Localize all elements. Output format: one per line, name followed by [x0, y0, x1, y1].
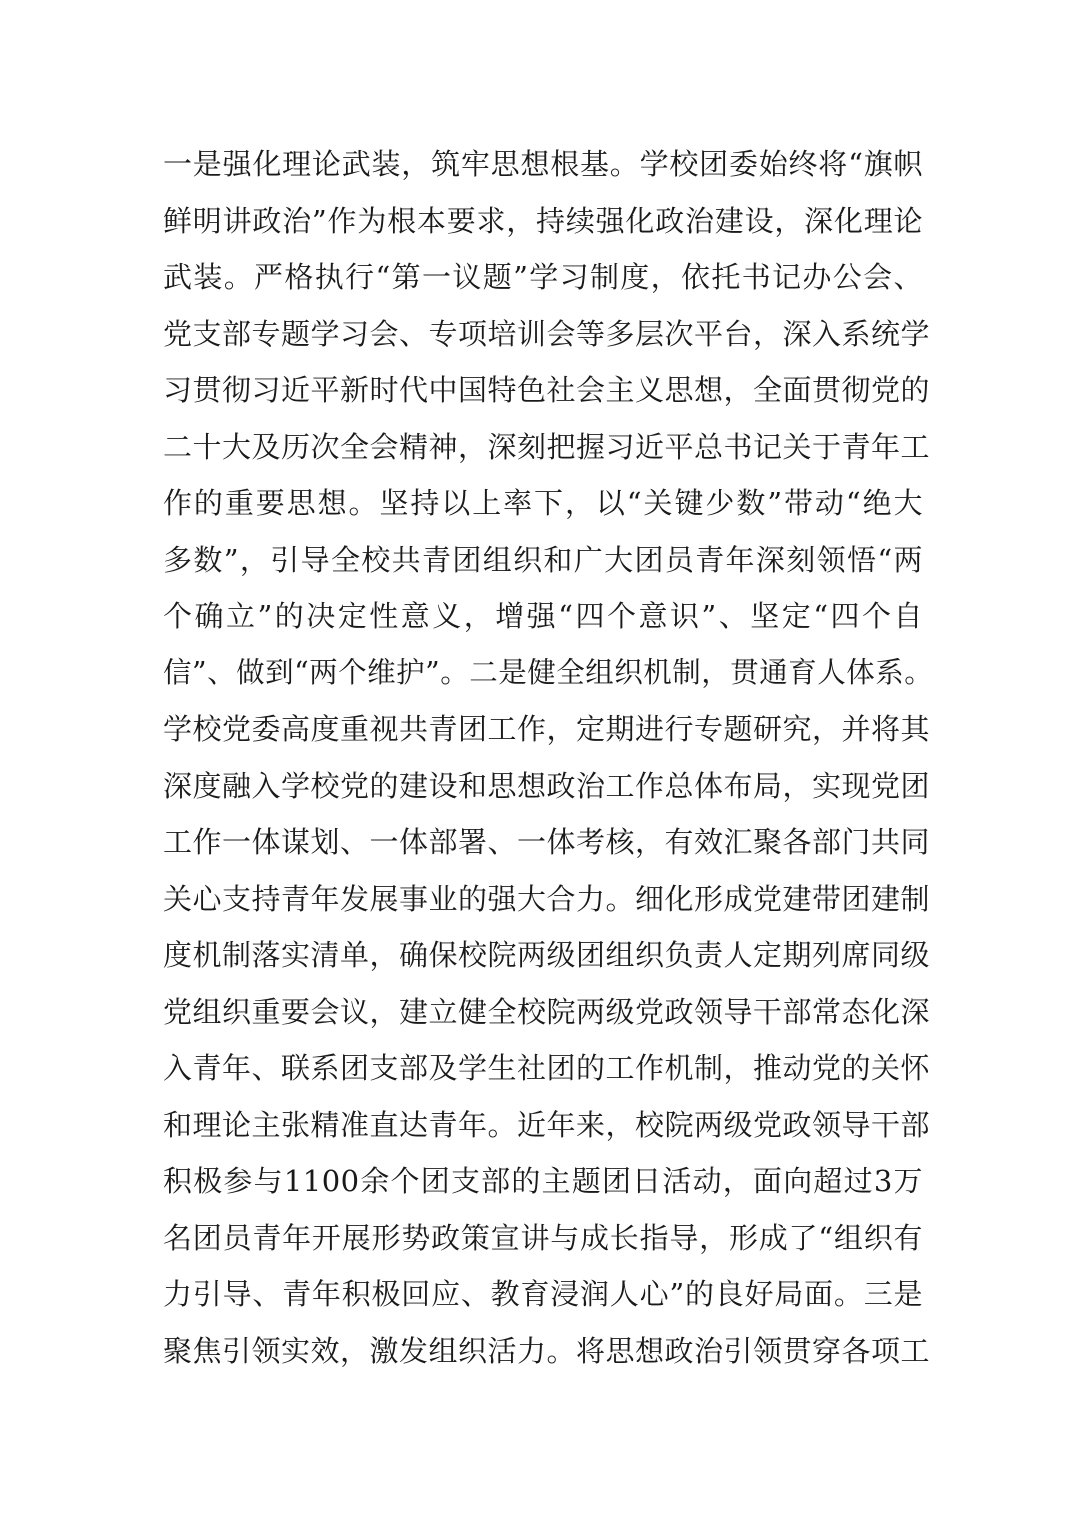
text-line: 聚焦引领实效，激发组织活力。将思想政治引领贯穿各项工	[163, 1333, 931, 1368]
text-line: 党支部专题学习会、专项培训会等多层次平台，深入系统学	[163, 316, 931, 351]
text-line: 信”、做到“两个维护”。二是健全组织机制，贯通育人体系。	[163, 655, 934, 689]
text-line: 习贯彻习近平新时代中国特色社会主义思想，全面贯彻党的	[163, 373, 931, 407]
text-line: 个确立”的决定性意义，增强“四个意识”、坚定“四个自	[163, 599, 923, 633]
text-line: 名团员青年开展形势政策宣讲与成长指导，形成了“组织有	[163, 1220, 923, 1255]
text-line: 武装。严格执行“第一议题”学习制度，依托书记办公会、	[163, 260, 923, 294]
text-line: 鲜明讲政治”作为根本要求，持续强化政治建设，深化理论	[163, 203, 923, 238]
text-line: 二十大及历次全会精神，深刻把握习近平总书记关于青年工	[163, 429, 931, 464]
text-line: 党组织重要会议，建立健全校院两级党政领导干部常态化深	[163, 994, 931, 1029]
text-line: 作的重要思想。坚持以上率下，以“关键少数”带动“绝大	[163, 486, 923, 520]
text-line: 度机制落实清单，确保校院两级团组织负责人定期列席同级	[163, 938, 931, 972]
body-paragraph	[163, 136, 934, 1379]
text-line: 多数”，引导全校共青团组织和广大团员青年深刻领悟“两	[163, 542, 923, 577]
text-line: 力引导、青年积极回应、教育浸润人心”的良好局面。三是	[163, 1277, 923, 1311]
text-line: 积极参与1100余个团支部的主题团日活动，面向超过3万	[163, 1164, 923, 1198]
text-line: 工作一体谋划、一体部署、一体考核，有效汇聚各部门共同	[163, 825, 931, 859]
text-line: 学校党委高度重视共青团工作，定期进行专题研究，并将其	[163, 712, 931, 746]
text-line: 入青年、联系团支部及学生社团的工作机制，推动党的关怀	[163, 1051, 931, 1085]
text-line: 关心支持青年发展事业的强大合力。细化形成党建带团建制	[163, 881, 931, 916]
text-line: 和理论主张精准直达青年。近年来，校院两级党政领导干部	[163, 1107, 931, 1142]
text-line: 一是强化理论武装，筑牢思想根基。学校团委始终将“旗帜	[163, 147, 923, 181]
text-line: 深度融入学校党的建设和思想政治工作总体布局，实现党团	[163, 768, 931, 803]
